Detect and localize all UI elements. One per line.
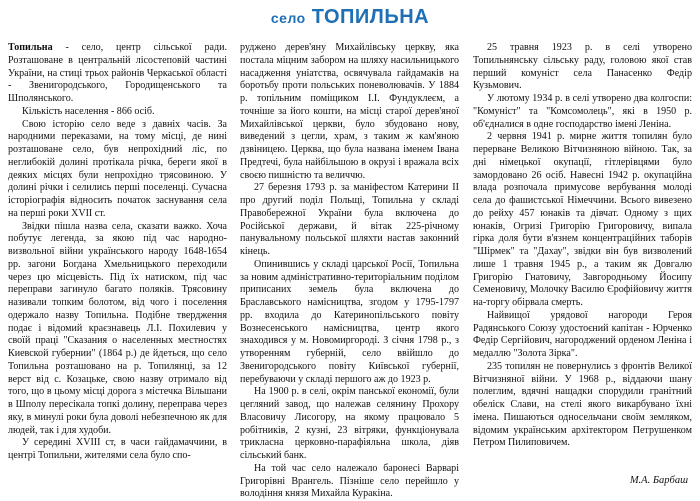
paragraph: У середині XVIII ст, в часи гайдамаччини, в центрі Топильни, жителями села було спо-	[8, 437, 227, 461]
paragraph: На той час село належало баронесі Варварі Григорівні Врангель. Пізніше село перейшло у володіння князя Михайла Куракіна.	[240, 462, 459, 500]
author-signature: М.А. Барбаш	[629, 475, 688, 486]
paragraph: 27 березня 1793 р. за маніфестом Катерини ІІ про другий поділ Польщі, Топильна у складі Правобережної України була включена до Російської держави, й вітак 225-річному панувальному польської шляхти настав законний кінець.	[240, 182, 459, 257]
paragraph: На 1900 р. в селі, окрім панської економії, були цегляний завод, що належав селянину Прохору Власовичу Лисогору, на якому працювало 5 робітників, 2 кузні, 23 вітряки, функціонувала трикласна церковно-парафіяльна школа, діяв сільський банк.	[240, 386, 459, 461]
paragraph: Звідки пішла назва села, сказати важко. Хоча побутує легенда, за якою під час народно-визвольної війни українського народу 1648-1654 рр. загони Богдана Хмельницького переходили через цю місцевість. Під їх натиском, під час переправи загинуло багато поляків. Трясовину називали топким болотом, від чого і поселення одержало назву Топильна. Подібне твердження подає і відомий краєзнавець Л.І. Похилевич у своїй праці "Сказания о населенных местностях Киевской губернии" (1864 р.) де йдеться, що село Топильна розташовано на р. Топилянці, за 12 верст від с. Козацьке, свою назву отримало від того, що в цьому місці дорога з містечка Вільшани в Шполу пересікала топкі долину, переправа через яку, в минулі роки була доволі небезпечною як для людей, так і для худоби.	[8, 220, 227, 436]
paragraph: У лютому 1934 р. в селі утворено два колгоспи: "Комуніст" та "Комсомолець", які в 1950 р. об'єдналися в одне господарство імені Леніна.	[473, 93, 692, 130]
title-prefix: село	[270, 10, 306, 26]
paragraph: 25 травня 1923 р. в селі утворено Топильнянську сільську раду, головою якої став перший комуніст села Панасенко Федір Кузьмович.	[473, 42, 692, 92]
paragraph: Кількість населення - 866 осіб.	[22, 105, 155, 117]
column-3	[473, 42, 692, 450]
column-2	[240, 42, 459, 501]
page-title	[0, 6, 700, 29]
paragraph: Найвищої урядової нагороди Героя Радянського Союзу удостоєний капітан - Юрченко Федір Сергійович, нагороджений орденом Леніна і медаллю "Золота Зірка".	[473, 309, 692, 359]
paragraph-text: - село, центр сільської ради. Розташоване в центральній лісостеповій частині України, на стиці трьох районів Черкаської області - Звенигородського, Городищенського та Шполянського.	[8, 42, 227, 104]
paragraph: 2 червня 1941 р. мирне життя топилян було перерване Великою Вітчизняною війною. Так, за дні німецької окупації, гітлерівцями було замордовано 26 осіб. Навесні 1942 р. окупаційна влада розпочала примусове вербування молоді села до фашистської Німеччини. Всього вивезено до рейху 457 юнаків та дівчат. Одному з щих юнаків, Огризі Григорію Григоровичу, випала гірка доля бути в'язнем концентраційних таборів "Шірмек" та "Дахау", звідки він був визволений лише 1 травня 1945 р., а таким як Довгалю Григорію Гнатовичу, Завгородньому Йосипу Семеновичу, Молочку Василю Єрофійовичу життя на-торгу обірвала смерть.	[473, 131, 692, 308]
paragraph: руджено дерев'яну Михайлівську церкву, яка постала міцним забором на шляху насильницького насадження уніатства, освячувала гайдамаків на боротьбу проти польських поневолювачів. У 1884 р. топільним поміщиком І.І. Фундуклеєм, а точніше за його кошти, на місці старої дерев'яної Михайлівської церкви, було збудовано нову, виведений з цегли, храм, з таким ж кам'яною дзвіницею. Церква, що була названа іменем Івана Предтечі, була найбільшою в окрузі і вражала всіх своєю пишністю та величчю.	[240, 42, 459, 181]
paragraph	[8, 42, 227, 106]
paragraph: Свою історію село веде з давніх часів. За народними переказами, на тому місці, де нині розташоване село, був непрохідний ліс, по неглибокій долині протікала річка, береги якої в деяких місцях були непрохідно трясовиною. У долині річки і селились перші поселенці. Сучасна історіографія відносить початок заснування села на перші роки XVII ст.	[8, 118, 227, 219]
paragraph: 235 топилян не повернулись з фронтів Великої Вітчизняної війни. У 1968 р., віддаючи шану полеглим, вдячні нащадки спорудили гранітний обеліск Слави, на стелі якого викарбувано їхні імена. Пишаються односельчани своїм земляком, відомим українським архітектором Петрушенком Петром Пилиповичем.	[473, 360, 692, 449]
paragraph: Опинившись у складі царської Росії, Топильна за новим адміністративно-територіальним поділом приписаних земель була включена до Браславського намісництва, згодом у 1795-1797 рр. входила до Катеринопільського повіту Вознесенського намісництва, центр якого знаходився у м. Новомиргороді. З січня 1798 р., з утворенням губерній, село ввійшло до Звенигородського повіту Київської губернії, перебуваючи у складі першого аж до 1923 р.	[240, 258, 459, 385]
title-name: ТОПИЛЬНА	[311, 6, 430, 28]
lead-word: Топильна	[8, 42, 53, 53]
column-1	[8, 42, 227, 463]
